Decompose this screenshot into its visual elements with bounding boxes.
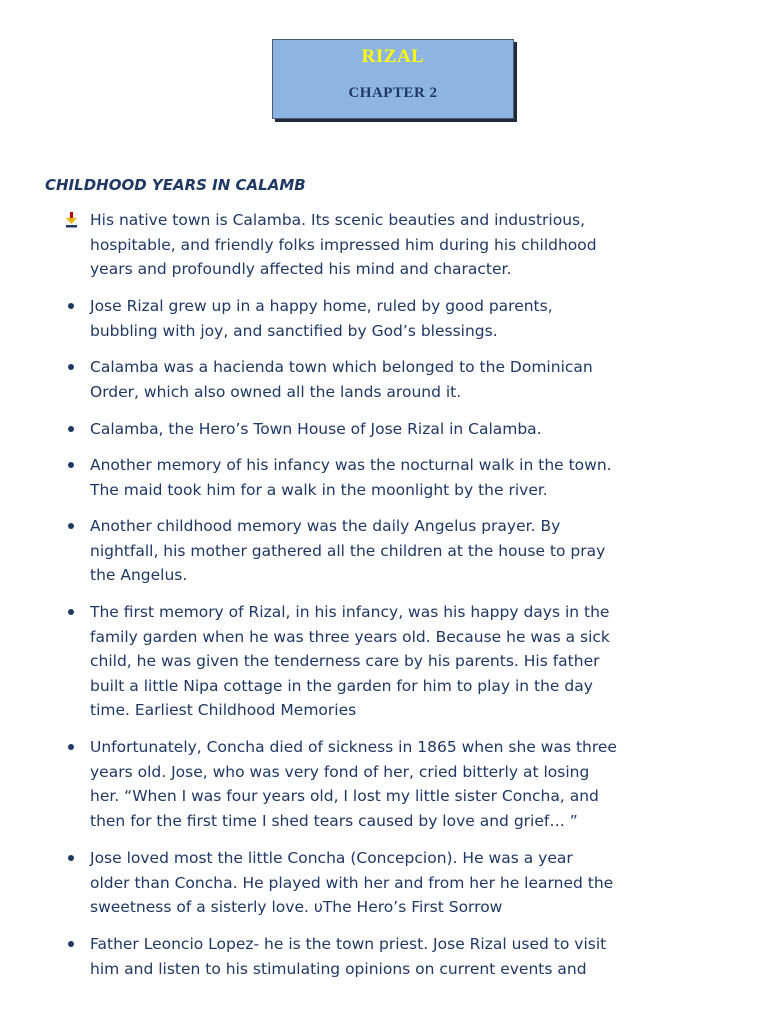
- chapter-label: CHAPTER 2: [348, 85, 438, 101]
- dot-bullet-icon: [64, 600, 84, 624]
- section-heading: CHILDHOOD YEARS IN CALAMB: [45, 176, 306, 194]
- bullet-text: Calamba was a hacienda town which belonged to the Dominican Order, which also owned all the lands around it.: [90, 358, 593, 401]
- dot-bullet-icon: [64, 417, 84, 441]
- arrow-bullet-icon: [64, 208, 84, 232]
- dot-bullet-icon: [64, 514, 84, 538]
- dot-bullet-icon: [64, 932, 84, 956]
- dot-bullet-icon: [64, 294, 84, 318]
- bullet-text: Calamba, the Hero’s Town House of Jose Rizal in Calamba.: [90, 420, 542, 438]
- dot-bullet-icon: [64, 453, 84, 477]
- dot-bullet-icon: [64, 846, 84, 870]
- bullet-text: His native town is Calamba. Its scenic beauties and industrious, hospitable, and friendly folks impressed him during his childhood years and profoundly affected his mind and character.: [90, 211, 597, 278]
- bullet-text: Another memory of his infancy was the nocturnal walk in the town. The maid took him for a walk in the moonlight by the river.: [90, 456, 612, 499]
- bullet-text: Jose loved most the little Concha (Concepcion). He was a year older than Concha. He played with her and from her he learned the sweetness of a sisterly love. υThe Hero’s First Sorrow: [90, 849, 614, 916]
- bullet-text: Another childhood memory was the daily Angelus prayer. By nightfall, his mother gathered all the children at the house to pray the Angelus.: [90, 517, 606, 584]
- dot-bullet-icon: [64, 355, 84, 379]
- bullet-text: The first memory of Rizal, in his infancy, was his happy days in the family garden when he was three years old. Because he was a sick child, he was given the tenderness care by his parents. His father built a little Nipa cottage in the garden for him to play in the day time. Earliest Childhood Memories: [90, 603, 610, 719]
- bullet-text: Father Leoncio Lopez- he is the town priest. Jose Rizal used to visit him and listen to his stimulating opinions on current events and: [90, 935, 607, 978]
- bullet-text: Unfortunately, Concha died of sickness in 1865 when she was three years old. Jose, who was very fond of her, cried bitterly at losing her. “When I was four years old, I lost my little sister Concha, and then for the first time I shed tears caused by love and grief… ”: [90, 738, 617, 830]
- dot-bullet-icon: [64, 735, 84, 759]
- document-title: RIZAL: [361, 46, 425, 67]
- bullet-text: Jose Rizal grew up in a happy home, ruled by good parents, bubbling with joy, and sanctified by God’s blessings.: [90, 297, 553, 340]
